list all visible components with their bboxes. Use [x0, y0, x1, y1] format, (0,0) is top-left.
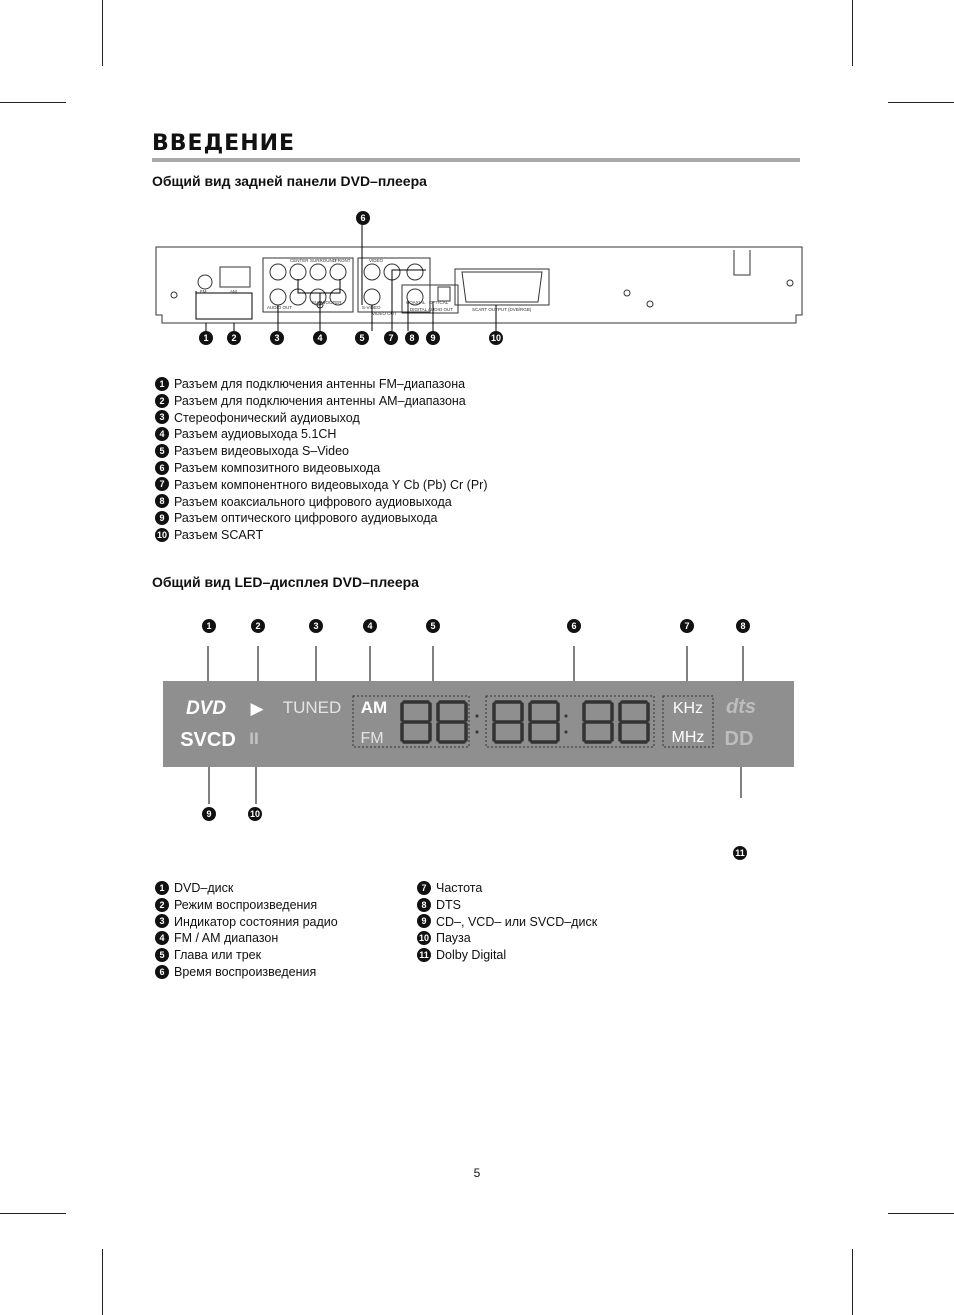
list-item: 3 Стереофонический аудиовыход	[155, 410, 488, 427]
rear-panel-heading: Общий вид задней панели DVD–плеера	[152, 173, 427, 189]
audio-out-label: AUDIO OUT	[267, 305, 293, 310]
page-title: ВВЕДЕНИЕ	[152, 131, 296, 156]
am-label: AM	[230, 289, 237, 294]
callout-3: 3	[313, 621, 319, 631]
fm-label: FM	[200, 289, 207, 294]
crop-mark	[102, 0, 103, 66]
page-number: 5	[473, 1166, 481, 1180]
list-item: 10 Пауза	[418, 931, 471, 946]
callout-9: 9	[430, 333, 436, 343]
crop-mark	[0, 102, 66, 103]
list-item: 10 Разъем SCART	[156, 528, 264, 543]
front-label: FRONT	[335, 258, 351, 263]
dolby-logo: DD	[724, 728, 754, 750]
list-item: 9 CD–, VCD– или SVCD–диск	[417, 914, 597, 931]
crop-mark	[852, 1249, 853, 1315]
led-legend-right	[417, 880, 597, 964]
list-item: 6 Время воспроизведения	[155, 964, 338, 981]
crop-mark	[102, 1249, 103, 1315]
rear-panel-diagram	[150, 205, 810, 355]
callout-4: 4	[367, 621, 373, 631]
list-item: 4 FM / AM диапазон	[155, 930, 338, 947]
callout-9: 9	[206, 809, 212, 819]
callout-4: 4	[317, 333, 323, 343]
fm-indicator: FM	[360, 730, 384, 747]
center-label: CENTER	[290, 258, 309, 263]
crop-mark	[888, 102, 954, 103]
list-item: 11 Dolby Digital	[417, 947, 597, 964]
video-out-label: VIDEO OUT	[372, 311, 397, 316]
coaxial-label: COAXIAL	[406, 300, 426, 305]
surround-label: SURROUND	[310, 258, 337, 263]
callout-10: 10	[249, 809, 261, 819]
am-indicator: AM	[360, 698, 388, 717]
mhz-indicator: MHz	[671, 729, 705, 746]
list-item: 1 Разъем для подключения антенны FM–диапазона	[155, 376, 488, 393]
callout-8: 8	[740, 621, 746, 631]
list-item: 9 Разъем оптического цифрового аудиовыхода	[155, 510, 488, 527]
crop-mark	[0, 1213, 66, 1214]
callout-10: 10	[490, 333, 502, 343]
dts-logo: dts	[726, 696, 756, 718]
digital-audio-out-label: DIGITAL AUDIO OUT	[410, 307, 454, 312]
dvd-logo: DVD	[185, 698, 227, 719]
s-video-label: S-VIDEO	[362, 305, 381, 310]
khz-indicator: KHz	[672, 700, 704, 717]
list-item: 2 Режим воспроизведения	[155, 897, 338, 914]
list-item: 8 Разъем коаксиального цифрового аудиовыхода	[155, 494, 488, 511]
callout-7: 7	[388, 333, 394, 343]
list-item: 5 Разъем видеовыхода S–Video	[155, 443, 488, 460]
rear-panel-legend	[155, 376, 488, 544]
svcd-indicator: SVCD	[180, 729, 236, 751]
crop-mark	[888, 1213, 954, 1214]
list-item: 6 Разъем композитного видеовыхода	[155, 460, 488, 477]
led-display-diagram	[150, 612, 810, 867]
list-item: 8 DTS	[417, 897, 597, 914]
callout-1: 1	[206, 621, 212, 631]
optical-label: OPTICAL	[429, 300, 449, 305]
scart-label: SCART OUTPUT (DVB/RGB)	[472, 307, 532, 312]
callout-11: 11	[735, 848, 745, 858]
list-item: 5 Глава или трек	[155, 947, 338, 964]
callout-6: 6	[360, 213, 366, 223]
pause-icon: II	[249, 729, 259, 748]
list-item: 7 Разъем компонентного видеовыхода Y Cb (Pb) Cr (Pr)	[155, 477, 488, 494]
callout-5: 5	[430, 621, 436, 631]
callout-6: 6	[571, 621, 577, 631]
led-display-heading: Общий вид LED–дисплея DVD–плеера	[152, 574, 419, 590]
callout-8: 8	[409, 333, 415, 343]
list-item: 4 Разъем аудиовыхода 5.1CH	[155, 426, 488, 443]
list-item: 3 Индикатор состояния радио	[155, 914, 338, 931]
list-item: 1 DVD–диск	[155, 880, 338, 897]
callout-2: 2	[255, 621, 261, 631]
led-legend-left	[155, 880, 338, 981]
list-item: 7 Частота	[417, 880, 597, 897]
video-label: VIDEO	[369, 258, 384, 263]
play-icon: ▶	[250, 699, 264, 718]
tuned-indicator: TUNED	[282, 698, 342, 717]
callout-3: 3	[274, 333, 280, 343]
callout-5: 5	[359, 333, 365, 343]
subwoofer-label: SUBWOOFER	[312, 300, 342, 305]
crop-mark	[852, 0, 853, 66]
list-item: 2 Разъем для подключения антенны AM–диапазона	[155, 393, 488, 410]
title-rule	[152, 158, 800, 162]
callout-2: 2	[231, 333, 237, 343]
callout-7: 7	[684, 621, 690, 631]
callout-1: 1	[203, 333, 209, 343]
